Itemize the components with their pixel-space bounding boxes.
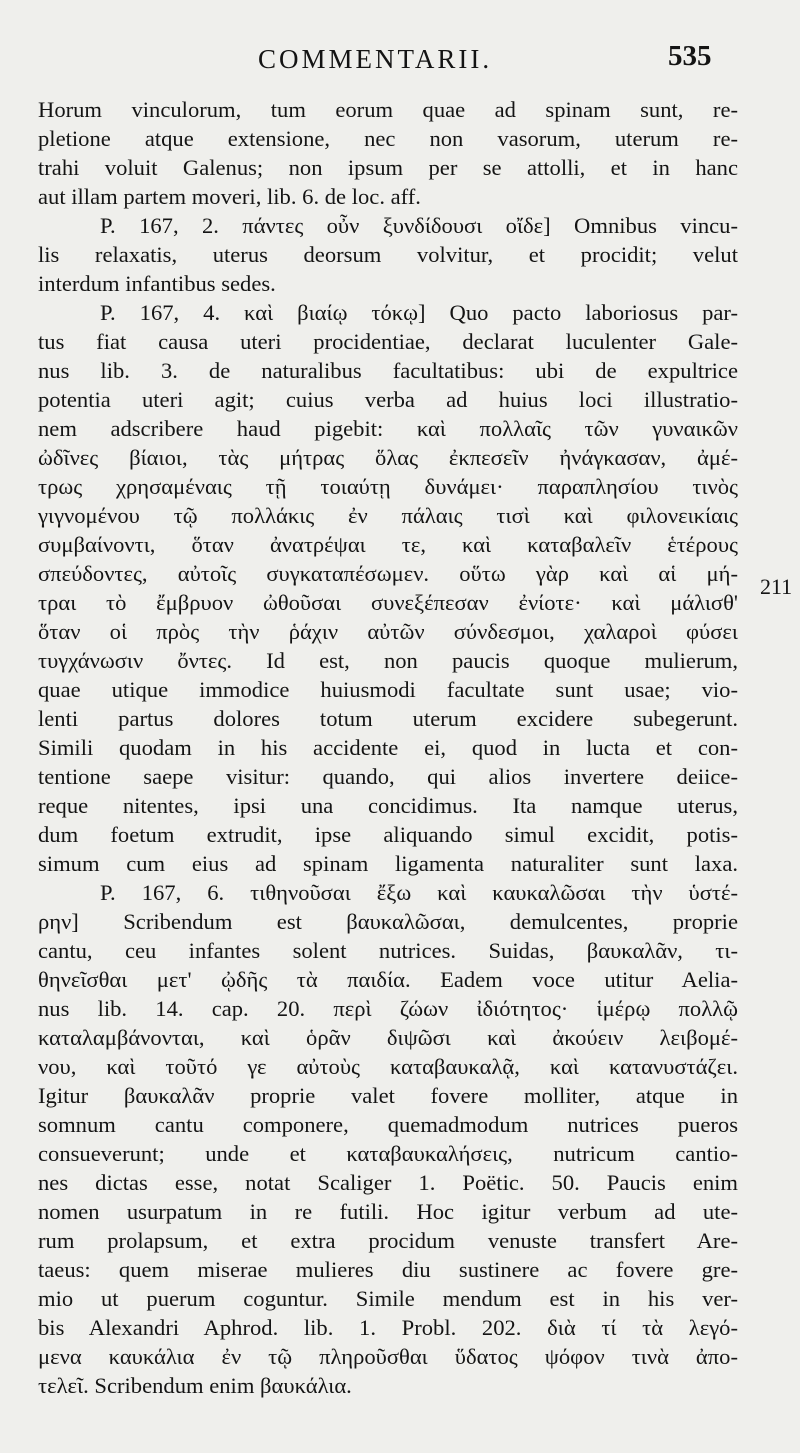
page-number: 535 <box>668 40 712 72</box>
text-line: P. 167, 6. τιθηνοῦσαι ἔξω καὶ καυκαλῶσαι τὴν ὑστέ- <box>100 880 738 905</box>
text-line: lenti partus dolores totum uterum excidere subegerunt. <box>38 706 738 731</box>
text-line: dum foetum extrudit, ipse aliquando simul excidit, potis- <box>38 822 738 847</box>
text-line: ὠδῖνες βίαιοι, τὰς μήτρας ὅλας ἐκπεσεῖν ἠνάγκασαν, ἀμέ- <box>38 445 738 470</box>
text-line: nus lib. 3. de naturalibus facultatibus: ubi de expultrice <box>38 358 738 383</box>
text-line: ρην] Scribendum est βαυκαλῶσαι, demulcentes, proprie <box>38 909 738 934</box>
text-line: nomen usurpatum in re futili. Hoc igitur verbum ad ute- <box>38 1199 738 1224</box>
text-line: lis relaxatis, uterus deorsum volvitur, et procidit; velut <box>38 242 738 267</box>
text-line: reque nitentes, ipsi una concidimus. Ita namque uterus, <box>38 793 738 818</box>
text-line: P. 167, 4. καὶ βιαίῳ τόκῳ] Quo pacto laboriosus par- <box>100 300 738 325</box>
text-line: trahi voluit Galenus; non ipsum per se attolli, et in hanc <box>38 155 738 180</box>
text-line: συμβαίνοντι, ὅταν ἀνατρέψαι τε, καὶ καταβαλεῖν ἑτέρους <box>38 532 738 557</box>
text-line: nem adscribere haud pigebit: καὶ πολλαῖς τῶν γυναικῶν <box>38 416 738 441</box>
text-line: tus fiat causa uteri procidentiae, declarat luculenter Gale- <box>38 329 738 354</box>
text-line: ὅταν οἱ πρὸς τὴν ῥάχιν αὐτῶν σύνδεσμοι, χαλαροὶ φύσει <box>38 619 738 644</box>
text-line: nes dictas esse, notat Scaliger 1. Poëtic. 50. Paucis enim <box>38 1170 738 1195</box>
text-line: Simili quodam in his accidente ei, quod in lucta et con- <box>38 735 738 760</box>
text-line: aut illam partem moveri, lib. 6. de loc. aff. <box>38 184 421 209</box>
text-line: cantu, ceu infantes solent nutrices. Suidas, βαυκαλᾶν, τι- <box>38 938 738 963</box>
body-text <box>38 95 738 1400</box>
text-line: potentia uteri agit; cuius verba ad huius loci illustratio- <box>38 387 738 412</box>
text-line: tentione saepe visitur: quando, qui alios invertere deiice- <box>38 764 738 789</box>
text-line: quae utique immodice huiusmodi facultate sunt usae; vio- <box>38 677 738 702</box>
page-header <box>0 32 800 92</box>
text-line: τελεῖ. Scribendum enim βαυκάλια. <box>38 1373 352 1398</box>
text-line: τυγχάνωσιν ὄντες. Id est, non paucis quoque mulierum, <box>38 648 738 673</box>
text-line: interdum infantibus sedes. <box>38 271 276 296</box>
text-line: nus lib. 14. cap. 20. περὶ ζώων ἰδιότητος· ἱμέρῳ πολλῷ <box>38 996 738 1021</box>
text-line: σπεύδοντες, αὐτοῖς συγκαταπέσωμεν. οὕτω γὰρ καὶ αἱ μή- <box>38 561 738 586</box>
text-line: taeus: quem miserae mulieres diu sustinere ac fovere gre- <box>38 1257 738 1282</box>
text-line: rum prolapsum, et extra procidum venuste transfert Are- <box>38 1228 738 1253</box>
text-line: θηνεῖσθαι μετ' ᾠδῆς τὰ παιδία. Eadem voce utitur Aelia- <box>38 967 738 992</box>
text-line: mio ut puerum coguntur. Simile mendum est in his ver- <box>38 1286 738 1311</box>
text-line: Igitur βαυκαλᾶν proprie valet fovere molliter, atque in <box>38 1083 738 1108</box>
margin-reference-number: 211 <box>760 574 793 599</box>
running-head: COMMENTARII. <box>258 44 493 74</box>
text-line: simum cum eius ad spinam ligamenta naturaliter sunt laxa. <box>38 851 738 876</box>
text-line: P. 167, 2. πάντες οὖν ξυνδίδουσι οἴδε] Omnibus vincu- <box>100 213 738 238</box>
text-line: somnum cantu componere, quemadmodum nutrices pueros <box>38 1112 738 1137</box>
text-line: pletione atque extensione, nec non vasorum, uterum re- <box>38 126 738 151</box>
text-line: τραι τὸ ἔμβρυον ὠθοῦσαι συνεξέπεσαν ἐνίοτε· καὶ μάλισθ' <box>38 590 738 615</box>
text-line: γιγνομένου τῷ πολλάκις ἐν πάλαις τισὶ καὶ φιλονεικίαις <box>38 503 738 528</box>
text-line: bis Alexandri Aphrod. lib. 1. Probl. 202. διὰ τί τὰ λεγό- <box>38 1315 738 1340</box>
text-line: Horum vinculorum, tum eorum quae ad spinam sunt, re- <box>38 97 738 122</box>
text-line: καταλαμβάνονται, καὶ ὁρᾶν διψῶσι καὶ ἀκούειν λειβομέ- <box>38 1025 738 1050</box>
text-line: consueverunt; unde et καταβαυκαλήσεις, nutricum cantio- <box>38 1141 738 1166</box>
text-line: τρως χρησαμέναις τῇ τοιαύτῃ δυνάμει· παραπλησίου τινὸς <box>38 474 738 499</box>
text-line: νου, καὶ τοῦτό γε αὐτοὺς καταβαυκαλᾷ, καὶ κατανυστάζει. <box>38 1054 738 1079</box>
text-line: μενα καυκάλια ἐν τῷ πληροῦσθαι ὕδατος ψόφον τινὰ ἀπο- <box>38 1344 738 1369</box>
